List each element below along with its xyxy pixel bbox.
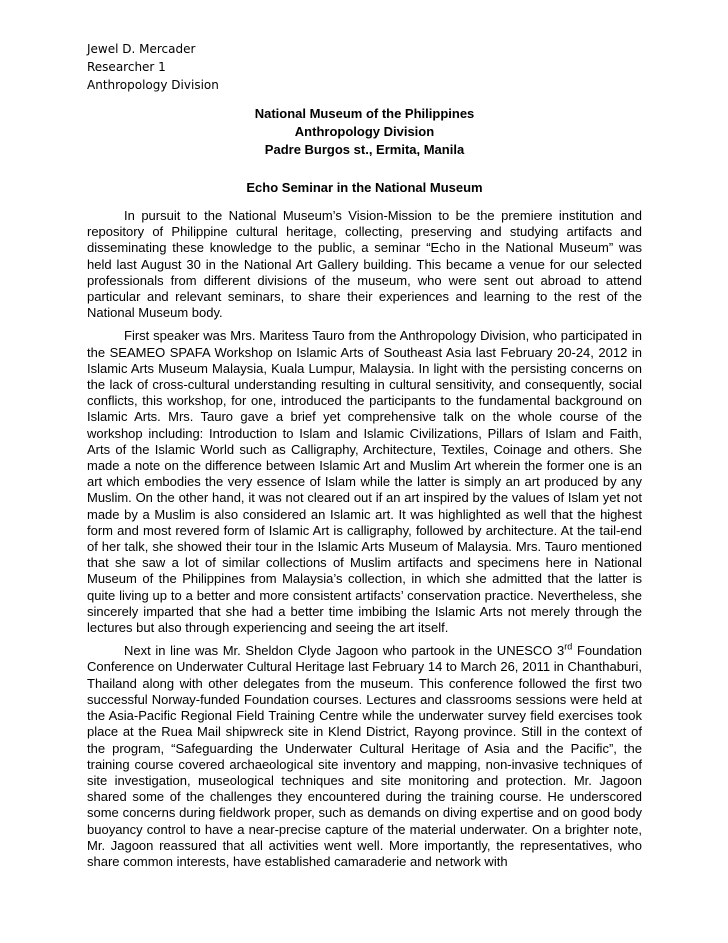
- author-block: [87, 40, 219, 94]
- org-address: Padre Burgos st., Ermita, Manila: [264, 142, 465, 157]
- org-division: Anthropology Division: [294, 124, 435, 139]
- org-name: National Museum of the Philippines: [254, 106, 475, 121]
- paragraph-intro: In pursuit to the National Museum’s Vision-Mission to be the premiere institution and repository of Philippine cultural heritage, collecting, preserving and studying artifacts and disseminating these knowledge to the public, a seminar “Echo in the National Museum” was held last August 30 in the National Art Gallery building. This became a venue for our selected professionals from different divisions of the museum, who were sent out abroad to attend particular and relevant seminars, to share their experiences and learning to the rest of the National Museum body.: [87, 208, 642, 321]
- ordinal-suffix: rd: [564, 641, 573, 652]
- document-title: Echo Seminar in the National Museum: [246, 180, 483, 195]
- paragraph-text-end: Foundation Conference on Underwater Cultural Heritage last February 14 to March 26, 2011 in Chanthaburi, Thailand along with other delegates from the museum. This conference followed the first two successful Norway-funded Foundation courses. Lectures and classrooms sessions were held at the Asia-Pacific Regional Field Training Centre while the underwater survey field exercises took place at the Ruea Mail shipwreck site in Klend District, Rayong province. Still in the context of the program, “Safeguarding the Underwater Cultural Heritage of Asia and the Pacific”, the training course covered archaeological site inventory and mapping, non-invasive techniques of site investigation, museological techniques and site monitoring and protection. Mr. Jagoon shared some of the challenges they encountered during the training course. He underscored some concerns during fieldwork proper, such as demands on diving expertise and on good body buoyancy control to have a near-precise capture of the material underwater. On a brighter note, Mr. Jagoon reassured that all activities went well. More importantly, the representatives, who share common interests, have established camaraderie and network with: [87, 643, 642, 869]
- organization-header: [87, 105, 642, 159]
- author-name: Jewel D. Mercader: [87, 42, 196, 56]
- author-position: Researcher 1: [87, 60, 166, 74]
- paragraph-text-start: Next in line was Mr. Sheldon Clyde Jagoon who partook in the UNESCO 3: [124, 643, 565, 659]
- paragraph-second-speaker: [87, 643, 642, 870]
- author-division: Anthropology Division: [87, 78, 219, 92]
- paragraph-first-speaker: First speaker was Mrs. Maritess Tauro from the Anthropology Division, who participated in the SEAMEO SPAFA Workshop on Islamic Arts of Southeast Asia last February 20-24, 2012 in Islamic Arts Museum Malaysia, Kuala Lumpur, Malaysia. In light with the persisting concerns on the lack of cross-cultural understanding resulting in cultural sensitivity, and consequently, social conflicts, this workshop, for one, introduced the participants to the fundamental background on Islamic Arts. Mrs. Tauro gave a brief yet comprehensive talk on the whole course of the workshop including: Introduction to Islam and Islamic Civilizations, Pillars of Islam and Faith, Arts of the Islamic World such as Calligraphy, Architecture, Textiles, Coinage and others. She made a note on the difference between Islamic Art and Muslim Art wherein the former one is an art which embodies the very essence of Islam while the latter is simply an art produced by any Muslim. On the other hand, it was not cleared out if an art inspired by the values of Islam yet not made by a Muslim is also considered an Islamic art. It was highlighted as well that the highest form and most revered form of Islamic Art is calligraphy, followed by architecture. At the tail-end of her talk, she showed their tour in the Islamic Arts Museum of Malaysia. Mrs. Tauro mentioned that she saw a lot of similar collections of Muslim artifacts and specimens here in National Museum of the Philippines from Malaysia’s collection, in which she admitted that the latter is quite living up to a better and more consistent artifacts’ conservation practice. Nevertheless, she sincerely imparted that she had a better time imbibing the Islamic Arts not merely through the lectures but also through experiencing and seeing the art itself.: [87, 328, 642, 636]
- document-body: [87, 208, 642, 877]
